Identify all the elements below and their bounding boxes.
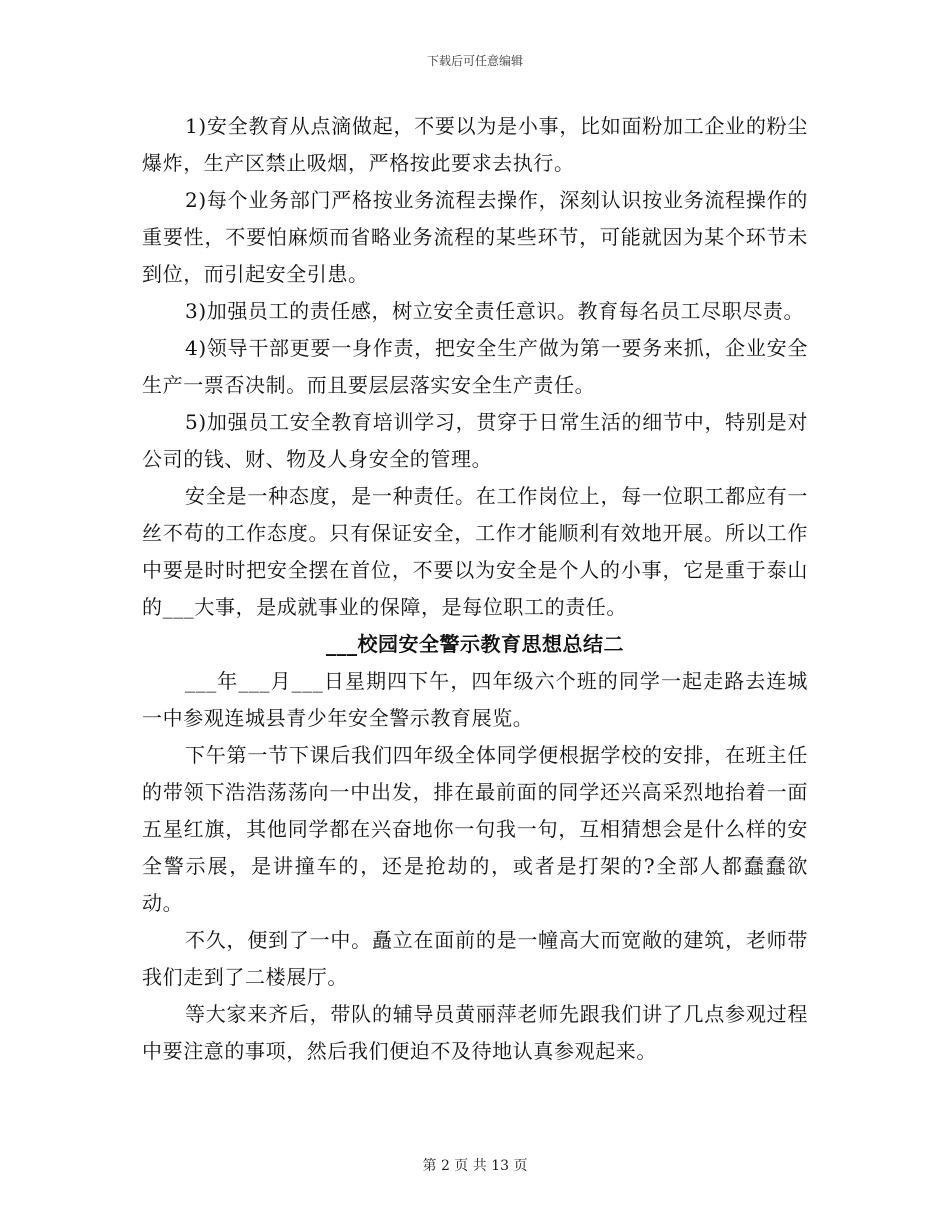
paragraph-visit-date: ___年___月___日星期四下午，四年级六个班的同学一起走路去连城一中参观连城县青少年安全警示教育展览。 [142,669,808,730]
paragraph-departure: 下午第一节下课后我们四年级全体同学便根据学校的安排，在班主任的带领下浩浩荡荡向一中出发，排在最前面的同学还兴高采烈地抬着一面五星红旗，其他同学都在兴奋地你一句我一句，互相猜想会是什么样的安全警示展，是讲撞车的，还是抢劫的，或者是打架的?全部人都蠢蠢欲动。 [142,743,808,915]
page-number: 第 2 页 共 13 页 [422,1158,528,1174]
paragraph-item-2: 2)每个业务部门严格按业务流程去操作，深刻认识按业务流程操作的重要性，不要怕麻烦而省略业务流程的某些环节，可能就因为某个环节未到位，而引起安全引患。 [142,188,808,286]
paragraph-arrival: 不久，便到了一中。矗立在面前的是一幢高大而宽敞的建筑，老师带我们走到了二楼展厅。 [142,928,808,989]
paragraph-item-1: 1)安全教育从点滴做起，不要以为是小事，比如面粉加工企业的粉尘爆炸，生产区禁止吸烟，严格按此要求去执行。 [142,114,808,175]
document-body [142,108,808,1070]
section-title: ___校园安全警示教育思想总结二 [326,632,624,656]
paragraph-item-3: 3)加强员工的责任感，树立安全责任意识。教育每名员工尽职尽责。 [185,299,805,323]
paragraph-safety-attitude: 安全是一种态度，是一种责任。在工作岗位上，每一位职工都应有一丝不苟的工作态度。只有保证安全，工作才能顺利有效地开展。所以工作中要是时时把安全摆在首位，不要以为安全是个人的小事，它是重于泰山的___大事，是成就事业的保障，是每位职工的责任。 [142,484,808,619]
header-note: 下载后可任意编辑 [426,54,523,68]
paragraph-item-5: 5)加强员工安全教育培训学习，贯穿于日常生活的细节中，特别是对公司的钱、财、物及人身安全的管理。 [142,410,808,471]
paragraph-guide-instructions: 等大家来齐后，带队的辅导员黄丽萍老师先跟我们讲了几点参观过程中要注意的事项，然后我们便迫不及待地认真参观起来。 [142,1002,808,1063]
paragraph-item-4: 4)领导干部更要一身作责，把安全生产做为第一要务来抓，企业安全生产一票否决制。而且要层层落实安全生产责任。 [142,336,808,397]
